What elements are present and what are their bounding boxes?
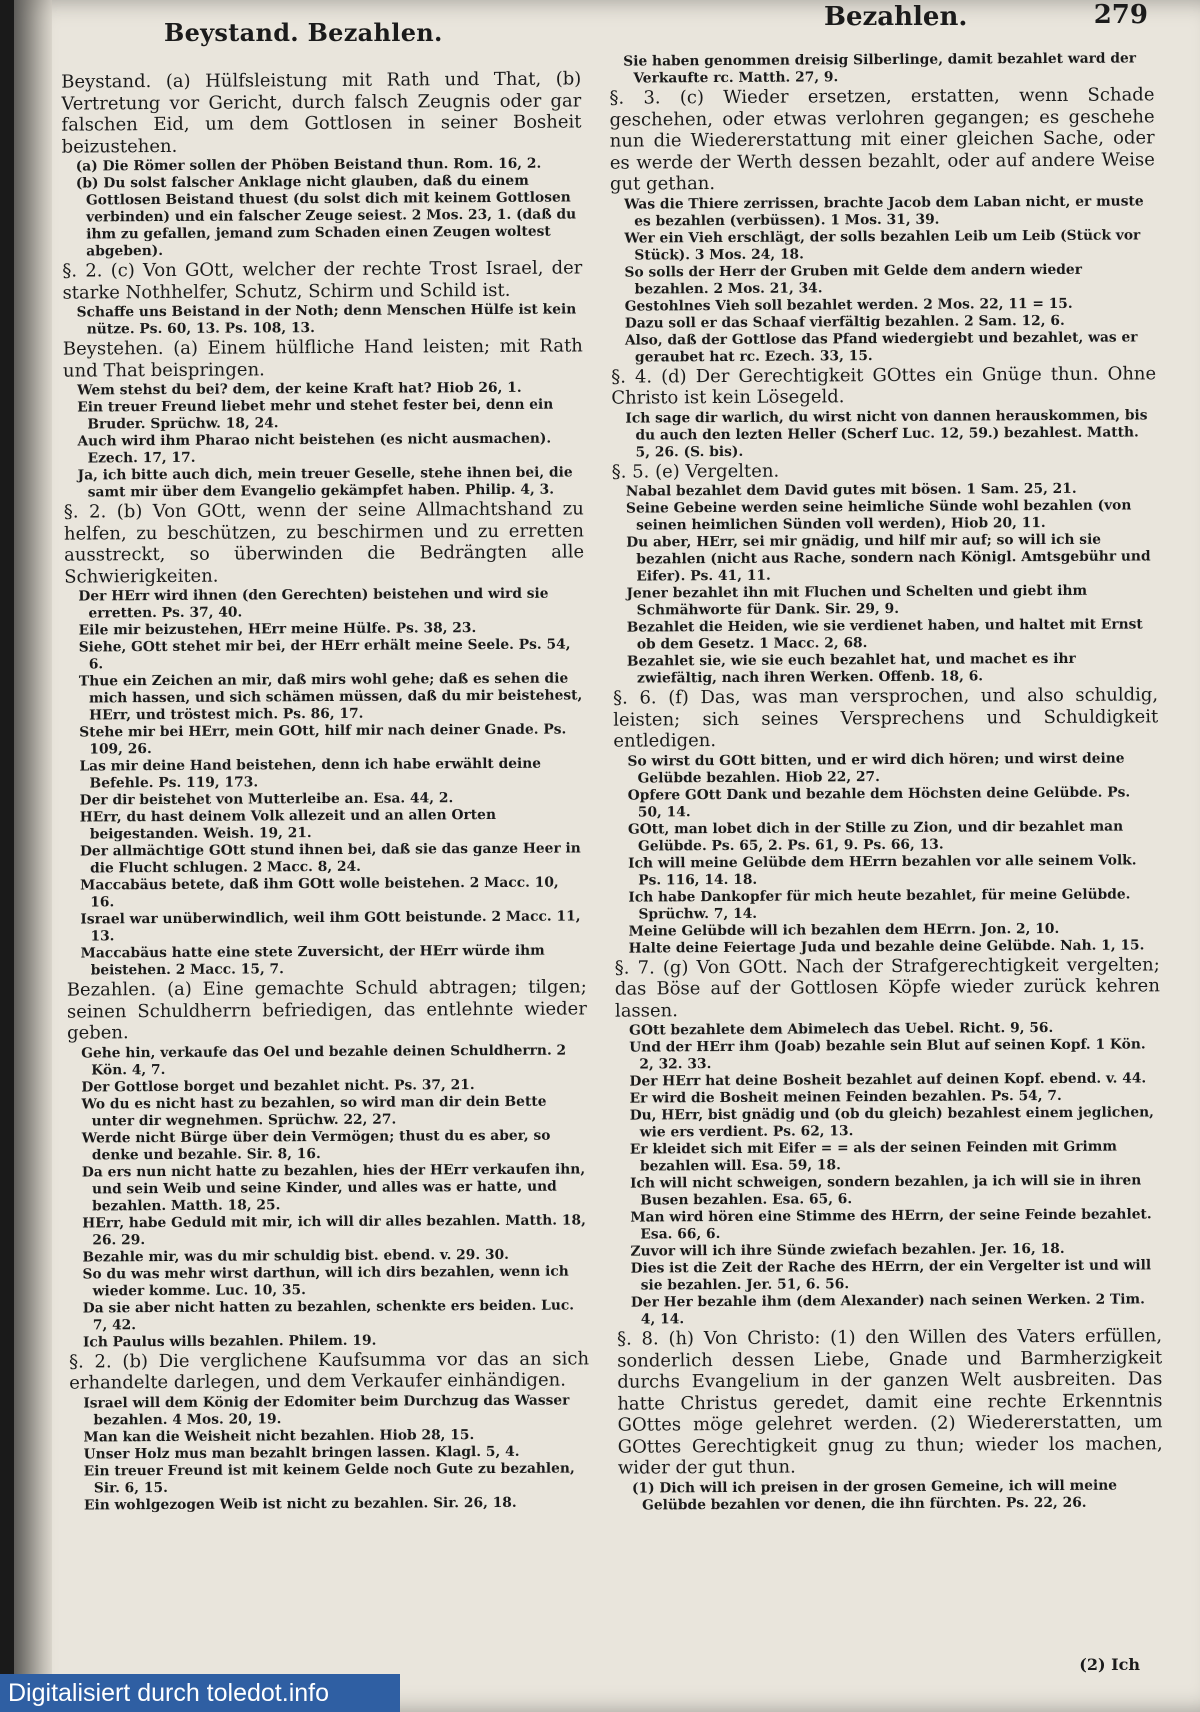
scripture-quote: Jener bezahlet ihn mit Fluchen und Schelten und giebt ihm Schmähworte für Dank. Sir. 29, 9. [626, 582, 1088, 619]
scripture-quote: Da ers nun nicht hatte zu bezahlen, hies der HErr verkaufen ihn, und sein Weib und seine Kinder, und alles was er hatte, und bezahlen. Matth. 18, 25. [81, 1160, 586, 1214]
scripture-quote: Stehe mir bei HErr, mein GOtt, hilf mir nach deiner Gnade. Ps. 109, 26. [79, 721, 567, 758]
scripture-quote: Du aber, HErr, sei mir gnädig, und hilf mir auf; so will ich sie bezahlen (nicht aus Rache, sondern nach Königl. Amtsgebühr und Eifer). Ps. 41, 11. [626, 531, 1151, 585]
scripture-quote: Der HErr wird ihnen (den Gerechten) beistehen und wird sie erretten. Ps. 37, 40. [78, 585, 549, 622]
running-head-right: Bezahlen. [824, 2, 968, 32]
scripture-quote: Zuvor will ich ihre Sünde zwiefach bezahlen. Jer. 16, 18. [630, 1240, 1065, 1260]
scripture-quote: Seine Gebeine werden seine heimliche Sünde wohl bezahlen (von seinen heimlichen Sünden voll werden), Hiob 20, 11. [625, 497, 1132, 534]
scripture-quote: Halte deine Feiertage Juda und bezahle deine Gelübde. Nah. 1, 15. [628, 936, 1145, 957]
scripture-quote: Man kan die Weisheit nicht bezahlen. Hiob 28, 15. [83, 1426, 475, 1445]
scripture-quote: Dazu soll er das Schaaf vierfältig bezahlen. 2 Sam. 12, 6. [624, 312, 1065, 332]
scripture-quote: Ich habe Dankopfer für mich heute bezahlet, für meine Gelübde. Sprüchw. 7, 14. [628, 886, 1131, 923]
scripture-quote: Der Gottlose borget und bezahlet nicht. Ps. 37, 21. [81, 1076, 475, 1095]
entry-paragraph: §. 5. (e) Vergelten. [611, 460, 780, 483]
scripture-quote: GOtt, man lobet dich in der Stille zu Zion, und dir bezahlet man Gelübde. Ps. 65, 2. Ps. 61, 9. Ps. 66, 13. [627, 818, 1124, 855]
scripture-quote: Gehe hin, verkaufe das Oel und bezahle deinen Schuldherrn. 2 Kön. 4, 7. [81, 1042, 567, 1078]
scripture-quote: Ich Paulus wills bezahlen. Philem. 19. [82, 1332, 377, 1350]
scripture-quote: Maccabäus betete, daß ihm GOtt wolle beistehen. 2 Macc. 10, 16. [80, 874, 559, 911]
scripture-quote: Maccabäus hatte eine stete Zuversicht, der HErr würde ihm beistehen. 2 Macc. 15, 7. [80, 942, 545, 979]
scripture-quote: Ein wohlgezogen Weib ist nicht zu bezahlen. Sir. 26, 18. [83, 1494, 517, 1513]
scripture-quote: Ich will nicht schweigen, sondern bezahlen, ja ich will sie in ihren Busen bezahlen. Esa. 65, 6. [630, 1172, 1142, 1209]
scripture-quote: Ein treuer Freund liebet mehr und stehet fester bei, denn ein Bruder. Sprüchw. 18, 24. [77, 396, 554, 433]
page-number: 279 [1093, 0, 1148, 30]
scripture-quote: Opfere GOtt Dank und bezahle dem Höchsten deine Gelübde. Ps. 50, 14. [627, 784, 1131, 821]
credit-link-text[interactable]: Digitalisiert durch toledot.info [8, 1679, 329, 1707]
scripture-quote: HErr, du hast deinem Volk allezeit und an allen Orten beigestanden. Weish. 19, 21. [79, 806, 497, 843]
scripture-quote: Bezahlet die Heiden, wie sie verdienet haben, und haltet mit Ernst ob dem Gesetz. 1 Macc. 2, 68. [626, 616, 1143, 653]
scripture-quote: Israel war unüberwindlich, weil ihm GOtt beistunde. 2 Macc. 11, 13. [80, 908, 581, 945]
entry-paragraph: §. 6. (f) Das, was man versprochen, und also schuldig, leisten; sich seines Versprechens und Schuldigkeit entledigen. [613, 684, 1159, 752]
scripture-quote: Schaffe uns Beistand in der Noth; denn Menschen Hülfe ist kein nütze. Ps. 60, 13. Ps. 108, 13. [76, 301, 577, 338]
scripture-quote: Israel will dem König der Edomiter beim Durchzug das Wasser bezahlen. 4 Mos. 20, 19. [83, 1392, 570, 1428]
scripture-quote: (b) Du solst falscher Anklage nicht glauben, daß du einem Gottlosen Beistand thuest (du solst dich mit keinem Gottlosen verbinden) und ein falscher Zeuge seiest. 2 Mos. 23, 1. (daß du ihm zu gefallen, jemand zum Schaden einen Zeugen woltest abgeben). [75, 172, 577, 260]
entry-paragraph: Beystehen. (a) Einem hülfliche Hand leisten; mit Rath und That beispringen. [62, 335, 583, 382]
entry-paragraph: §. 8. (h) Von Christo: (1) den Willen des Vaters erfüllen, sonderlich dessen Liebe, Gnade und Barmherzigkeit durchs Evangelium in der ganzen Welt ausbreiten. Das hatte Christus geredet, damit eine rechte Erkenntnis GOttes möge gelehret werden. (2) Wiedererstatten, um GOttes Gerechtigkeit gnug zu thun; wieder los machen, wider der gut thun. [616, 1325, 1163, 1479]
entry-paragraph: §. 2. (b) Von GOtt, wenn der seine Allmachtshand zu helfen, zu beschützen, zu beschirmen und zu erretten ausstreckt, so überwinden die Bedrängten alle Schwierigkeiten. [63, 498, 585, 588]
scripture-quote: (a) Die Römer sollen der Phöben Beistand thun. Rom. 16, 2. [75, 155, 542, 175]
scripture-quote: So du was mehr wirst darthun, will ich dirs bezahlen, wenn ich wieder komme. Luc. 10, 35. [82, 1263, 569, 1299]
entry-paragraph: §. 4. (d) Der Gerechtigkeit GOttes ein Gnüge thun. Ohne Christo ist kein Lösegeld. [611, 362, 1157, 409]
scripture-quote: Auch wird ihm Pharao nicht beistehen (es nicht ausmachen). Ezech. 17, 17. [77, 430, 552, 467]
scripture-quote: Dies ist die Zeit der Rache des HErrn, der ein Vergelter ist und will sie bezahlen. Jer. 51, 6. 56. [630, 1257, 1152, 1294]
entry-paragraph: §. 2. (b) Die verglichene Kaufsumma vor das an sich erhandelte darlegen, und dem Verkaufer einhändigen. [68, 1347, 590, 1394]
scripture-quote: GOtt bezahlete dem Abimelech das Uebel. Richt. 9, 56. [629, 1019, 1054, 1039]
scripture-quote: Bezahle mir, was du mir schuldig bist. ebend. v. 29. 30. [82, 1246, 510, 1265]
scripture-quote: Las mir deine Hand beistehen, denn ich habe erwählt deine Befehle. Ps. 119, 173. [79, 755, 542, 792]
scripture-quote: Er wird die Bosheit meinen Feinden bezahlen. Ps. 54, 7. [629, 1087, 1062, 1107]
scripture-quote: Gestohlnes Vieh soll bezahlet werden. 2 Mos. 22, 11 = 15. [624, 295, 1073, 315]
scripture-quote: Der HErr hat deine Bosheit bezahlet auf deinen Kopf. ebend. v. 44. [629, 1070, 1147, 1090]
digitization-credit-link[interactable] [0, 1674, 400, 1712]
scripture-quote: Wer ein Vieh erschlägt, der solls bezahlen Leib um Leib (Stück vor Stück). 3 Mos. 24, 18. [624, 226, 1141, 264]
scripture-quote: Meine Gelübde will ich bezahlen dem HErrn. Jon. 2, 10. [628, 920, 1060, 940]
scripture-quote: Der dir beistehet von Mutterleibe an. Esa. 44, 2. [79, 790, 454, 809]
scripture-quote: HErr, habe Geduld mit mir, ich will dir alles bezahlen. Matth. 18, 26. 29. [82, 1211, 586, 1248]
scripture-quote: Da sie aber nicht hatten zu bezahlen, schenkte ers beiden. Luc. 7, 42. [82, 1296, 575, 1333]
left-column [61, 68, 591, 1651]
catchword: (2) Ich [1079, 1655, 1140, 1674]
scripture-quote: Und der HErr ihm (Joab) bezahle sein Blut auf seinen Kopf. 1 Kön. 2, 32. 33. [629, 1036, 1146, 1073]
scripture-quote: Wo du es nicht hast zu bezahlen, so wird man dir dein Bette unter dir wegnehmen. Sprüchw. 22, 27. [81, 1093, 547, 1129]
scripture-quote: Nabal bezahlet dem David gutes mit bösen. 1 Sam. 25, 21. [625, 480, 1077, 500]
scripture-quote: Du, HErr, bist gnädig und (ob du gleich) bezahlest einem jeglichen, wie ers verdient. Ps. 62, 13. [629, 1104, 1155, 1141]
scripture-quote: Sie haben genommen dreisig Silberlinge, damit bezahlet ward der Verkaufte rc. Matth. 27, 9. [623, 50, 1137, 87]
scripture-quote: Ich will meine Gelübde dem HErrn bezahlen vor alle seinem Volk. Ps. 116, 14. 18. [628, 851, 1137, 889]
scripture-quote: Ein treuer Freund ist mit keinem Gelde noch Gute zu bezahlen, Sir. 6, 15. [83, 1459, 575, 1496]
scripture-quote: Eile mir beizustehen, HErr meine Hülfe. Ps. 38, 23. [78, 620, 477, 639]
scripture-quote: Bezahlet sie, wie sie euch bezahlet hat, und machet es ihr zwiefältig, nach ihren Werken. Offenb. 18, 6. [626, 650, 1076, 687]
scripture-quote: Werde nicht Bürge über dein Vermögen; thust du es aber, so denke und bezahle. Sir. 8, 16. [81, 1127, 551, 1163]
scripture-quote: Also, daß der Gottlose das Pfand wiedergiebt und bezahlet, was er geraubet hat rc. Ezech. 33, 15. [624, 328, 1138, 366]
scripture-quote: Wem stehst du bei? dem, der keine Kraft hat? Hiob 26, 1. [77, 379, 522, 399]
scripture-quote: So solls der Herr der Gruben mit Gelde dem andern wieder bezahlen. 2 Mos. 21, 34. [624, 261, 1083, 298]
scripture-quote: Ich sage dir warlich, du wirst nicht von dannen herauskommen, bis du auch den lezten Heller (Scherf Luc. 12, 59.) bezahlest. Matth. 5, 26. (S. bis). [625, 406, 1148, 461]
running-head-left: Beystand. Bezahlen. [164, 18, 443, 47]
scripture-quote: Unser Holz mus man bezahlt bringen lassen. Klagl. 5, 4. [83, 1443, 520, 1462]
entry-paragraph: §. 3. (c) Wieder ersetzen, erstatten, wenn Schade geschehen, oder etwas verlohren gegangen; es geschehe nun die Wiedererstattung mit einer gleichen Sache, oder es werde der Werth dessen bezahlt, oder auf andere Weise gut gethan. [609, 84, 1155, 195]
scripture-quote: (1) Dich will ich preisen in der grosen Gemeine, ich will meine Gelübde bezahlen vor denen, die ihn fürchten. Ps. 22, 26. [631, 1477, 1118, 1514]
right-column [609, 50, 1164, 1633]
scripture-quote: Der Her bezahle ihm (dem Alexander) nach seinen Werken. 2 Tim. 4, 14. [630, 1291, 1145, 1328]
scripture-quote: Der allmächtige GOtt stund ihnen bei, daß sie das ganze Heer in die Flucht schlugen. 2 Macc. 8, 24. [79, 840, 581, 877]
entry-paragraph: Bezahlen. (a) Eine gemachte Schuld abtragen; tilgen; seinen Schuldherrn befriedigen, das entlehnte wieder geben. [66, 976, 587, 1044]
scripture-quote: Man wird hören eine Stimme des HErrn, der seine Feinde bezahlet. Esa. 66, 6. [630, 1206, 1152, 1243]
scanned-page [14, 0, 1200, 1712]
entry-paragraph: §. 2. (c) Von GOtt, welcher der rechte Trost Israel, der starke Nothhelfer, Schutz, Schirm und Schild ist. [62, 257, 583, 304]
book-binding-shadow [14, 0, 52, 1712]
entry-paragraph: Beystand. (a) Hülfsleistung mit Rath und That, (b) Vertretung vor Gericht, durch falsch Zeugnis oder gar falschen Eid, um dem Gottlosen in seiner Bosheit beizustehen. [61, 68, 582, 158]
scripture-quote: So wirst du GOtt bitten, und er wird dich hören; und wirst deine Gelübde bezahlen. Hiob 22, 27. [627, 750, 1125, 787]
scripture-quote: Ja, ich bitte auch dich, mein treuer Geselle, stehe ihnen bei, die samt mir über dem Evangelio gekämpfet haben. Philip. 4, 3. [77, 464, 573, 501]
scripture-quote: Siehe, GOtt stehet mir bei, der HErr erhält meine Seele. Ps. 54, 6. [78, 636, 571, 673]
scripture-quote: Thue ein Zeichen an mir, daß mirs wohl gehe; daß es sehen die mich hassen, und sich schämen müssen, daß du mir beistehest, HErr, und tröstest mich. Ps. 86, 17. [78, 670, 583, 724]
scripture-quote: Was die Thiere zerrissen, brachte Jacob dem Laban nicht, er muste es bezahlen (verbüssen). 1 Mos. 31, 39. [624, 192, 1144, 230]
entry-paragraph: §. 7. (g) Von GOtt. Nach der Strafgerechtigkeit vergelten; das Böse auf der Gottlosen Köpfe wieder zurück kehren lassen. [614, 953, 1160, 1022]
scripture-quote: Er kleidet sich mit Eifer = = als der seinen Feinden mit Grimm bezahlen will. Esa. 59, 18. [629, 1138, 1117, 1175]
